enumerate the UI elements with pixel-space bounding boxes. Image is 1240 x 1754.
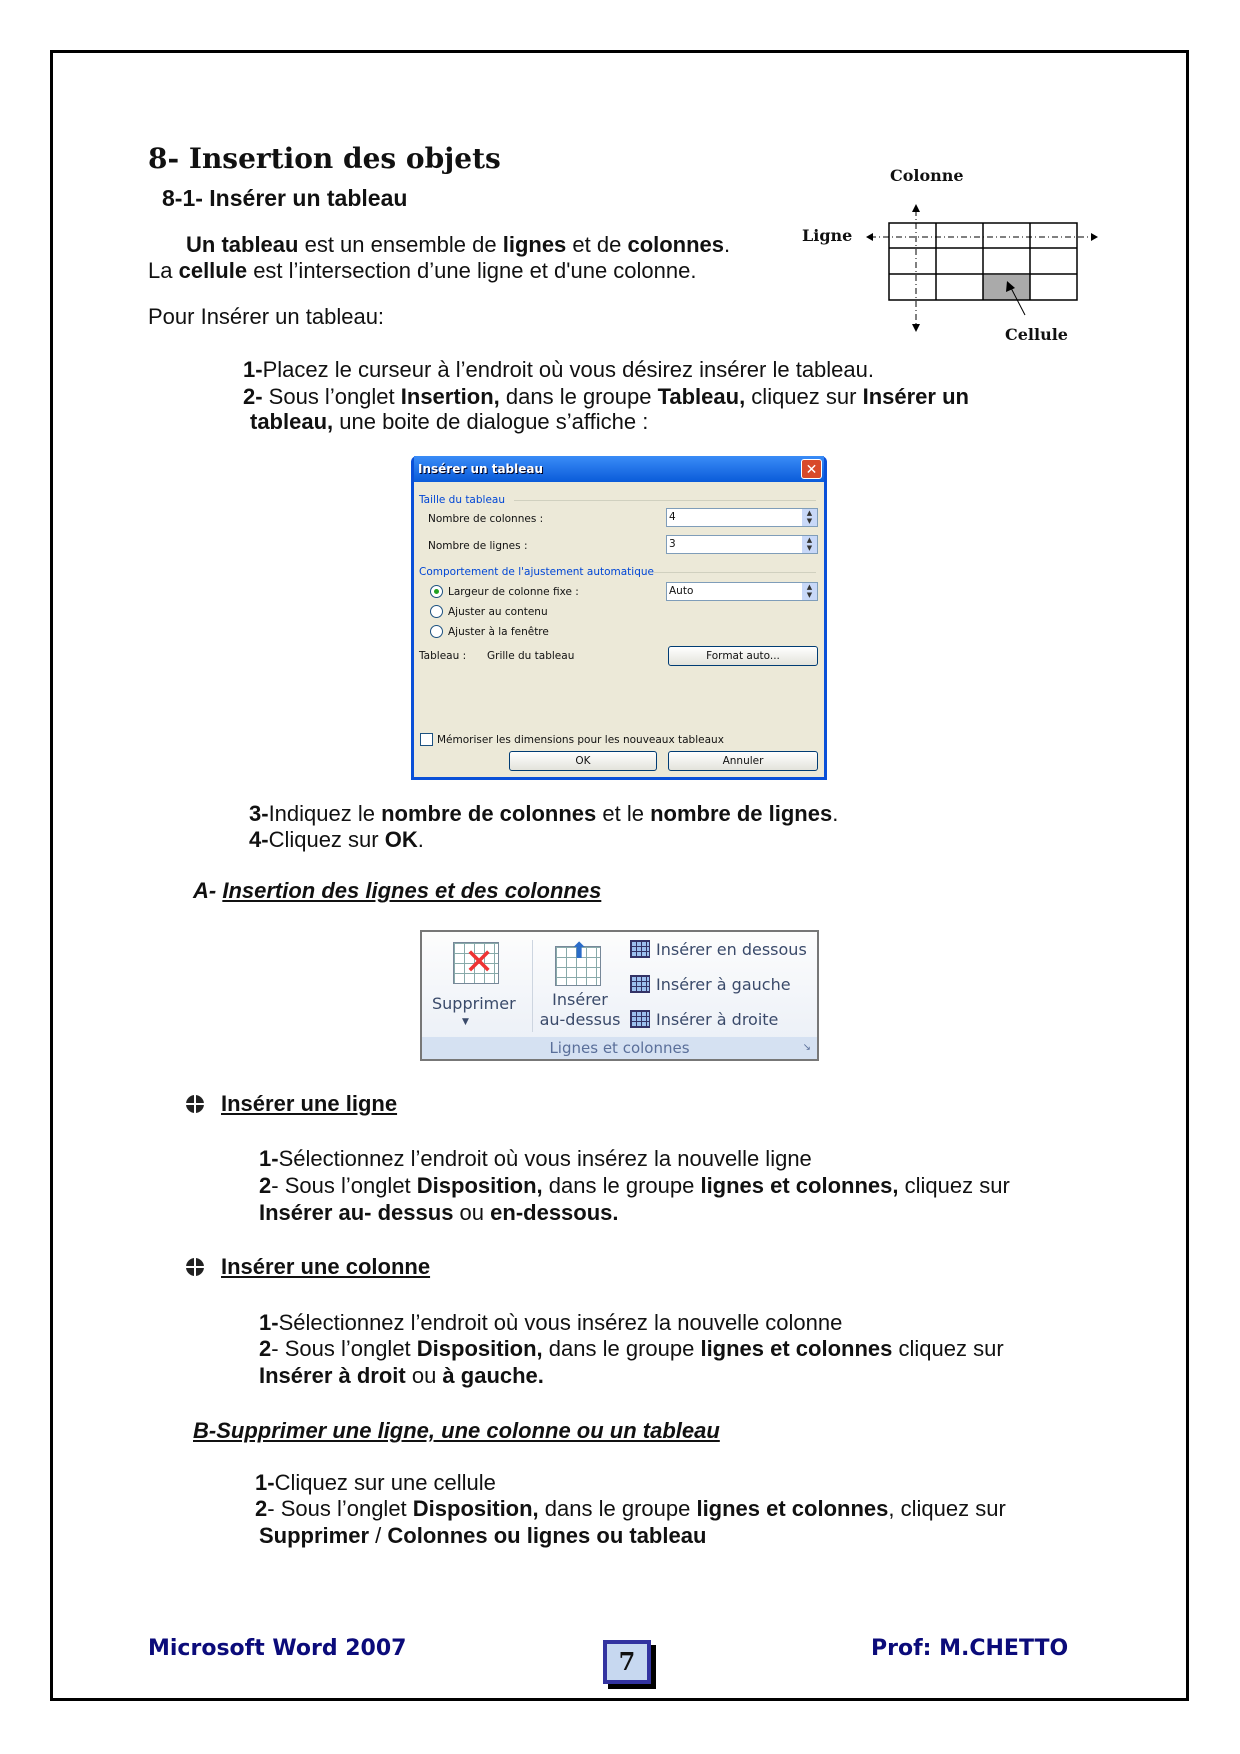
columns-input[interactable]: 4 ▲ ▼: [666, 508, 818, 527]
insert-row-heading: Insérer une ligne: [221, 1091, 398, 1116]
insert-left-icon: [630, 975, 650, 993]
delete-button[interactable]: Supprimer: [432, 994, 516, 1013]
radio-fit-window-label: Ajuster à la fenêtre: [448, 626, 549, 638]
insert-above-button[interactable]: Insérer au-dessus: [539, 990, 621, 1029]
delete-step-1: 1-Cliquez sur une cellule: [255, 1470, 496, 1495]
insert-right-button[interactable]: Insérer à droite: [656, 1010, 779, 1029]
step-1: 1-Placez le curseur à l’endroit où vous désirez insérer le tableau.: [243, 357, 874, 382]
diagram-label-ligne: Ligne: [802, 226, 853, 245]
group-table-size: Taille du tableau: [419, 494, 505, 506]
radio-fixed-width-label: Largeur de colonne fixe :: [448, 586, 579, 598]
column-width-select[interactable]: Auto ▲ ▼: [666, 582, 818, 601]
rows-input[interactable]: 3 ▲ ▼: [666, 535, 818, 554]
intro-line-1: Un tableau est un ensemble de lignes et de colonnes.: [186, 232, 731, 257]
section-title: 8-1- Insérer un tableau: [162, 185, 408, 211]
page-title: 8- Insertion des objets: [148, 142, 501, 175]
bullet-icon: [186, 1095, 204, 1113]
insert-column-heading: Insérer une colonne: [221, 1254, 431, 1279]
delete-step-2-cont: Supprimer / Colonnes ou lignes ou tableau: [259, 1523, 707, 1548]
spinner-icon[interactable]: ▲ ▼: [802, 509, 817, 526]
ribbon-rows-columns-group: [420, 930, 819, 1061]
group-autofit: Comportement de l'ajustement automatique: [419, 566, 654, 578]
columns-label: Nombre de colonnes :: [428, 513, 544, 525]
section-b-heading: B-Supprimer une ligne, une colonne ou un tableau: [193, 1418, 720, 1443]
table-style-value: Grille du tableau: [487, 650, 575, 662]
diagram-label-colonne: Colonne: [890, 166, 964, 185]
dropdown-arrow-icon[interactable]: ▼: [462, 1017, 469, 1027]
cancel-button[interactable]: Annuler: [668, 751, 818, 771]
insert-left-button[interactable]: Insérer à gauche: [656, 975, 791, 994]
dialog-launcher-icon[interactable]: ↘: [802, 1042, 811, 1053]
spinner-icon[interactable]: ▲ ▼: [802, 536, 817, 553]
footer-right: Prof: M.CHETTO: [871, 1636, 1069, 1661]
insert-right-icon: [630, 1010, 650, 1028]
footer-left: Microsoft Word 2007: [148, 1636, 407, 1661]
insert-column-step-2-cont: Insérer à droit ou à gauche.: [259, 1363, 544, 1388]
spinner-icon[interactable]: ▲ ▼: [802, 583, 817, 600]
ok-button[interactable]: OK: [509, 751, 657, 771]
intro-line-2: La cellule est l’intersection d’une ligne et d'une colonne.: [148, 258, 697, 283]
delete-table-icon: ✕: [453, 942, 499, 984]
autoformat-button[interactable]: Format auto...: [668, 646, 818, 666]
delete-step-2: 2- Sous l’onglet Disposition, dans le groupe lignes et colonnes, cliquez sur: [255, 1496, 1006, 1521]
dialog-title: Insérer un tableau: [414, 456, 824, 482]
insert-above-icon: ⬆: [555, 946, 601, 986]
bullet-icon: [186, 1258, 204, 1276]
table-style-label: Tableau :: [419, 650, 467, 662]
rows-label: Nombre de lignes :: [428, 540, 528, 552]
step-3: 3-Indiquez le nombre de colonnes et le nombre de lignes.: [249, 801, 839, 826]
radio-fixed-width[interactable]: [430, 585, 443, 598]
insert-column-step-2: 2- Sous l’onglet Disposition, dans le groupe lignes et colonnes cliquez sur: [259, 1336, 1004, 1361]
intro-line-3: Pour Insérer un tableau:: [148, 304, 385, 329]
radio-fit-content[interactable]: [430, 605, 443, 618]
insert-row-step-1: 1-Sélectionnez l’endroit où vous insérez la nouvelle ligne: [259, 1146, 812, 1171]
insert-table-dialog: [411, 456, 827, 780]
step-2-cont: tableau, une boite de dialogue s’affiche :: [250, 409, 649, 434]
radio-fit-window[interactable]: [430, 625, 443, 638]
insert-row-step-2: 2- Sous l’onglet Disposition, dans le groupe lignes et colonnes, cliquez sur: [259, 1173, 1010, 1198]
radio-fit-content-label: Ajuster au contenu: [448, 606, 548, 618]
close-icon[interactable]: ✕: [801, 459, 822, 479]
page-number: 7: [603, 1640, 651, 1684]
remember-checkbox[interactable]: [420, 733, 433, 746]
diagram-label-cellule: Cellule: [1005, 325, 1068, 344]
remember-label: Mémoriser les dimensions pour les nouveaux tableaux: [437, 734, 724, 746]
insert-below-button[interactable]: Insérer en dessous: [656, 940, 807, 959]
step-4: 4-Cliquez sur OK.: [249, 827, 424, 852]
diagram-grid: [860, 200, 1100, 335]
group-label: Lignes et colonnes ↘: [422, 1037, 817, 1059]
section-a-heading: A- Insertion des lignes et des colonnes: [193, 878, 602, 903]
insert-column-step-1: 1-Sélectionnez l’endroit où vous insérez la nouvelle colonne: [259, 1310, 843, 1335]
step-2: 2- Sous l’onglet Insertion, dans le groupe Tableau, cliquez sur Insérer un: [243, 384, 969, 409]
insert-row-step-2-cont: Insérer au- dessus ou en-dessous.: [259, 1200, 619, 1225]
insert-below-icon: [630, 940, 650, 958]
